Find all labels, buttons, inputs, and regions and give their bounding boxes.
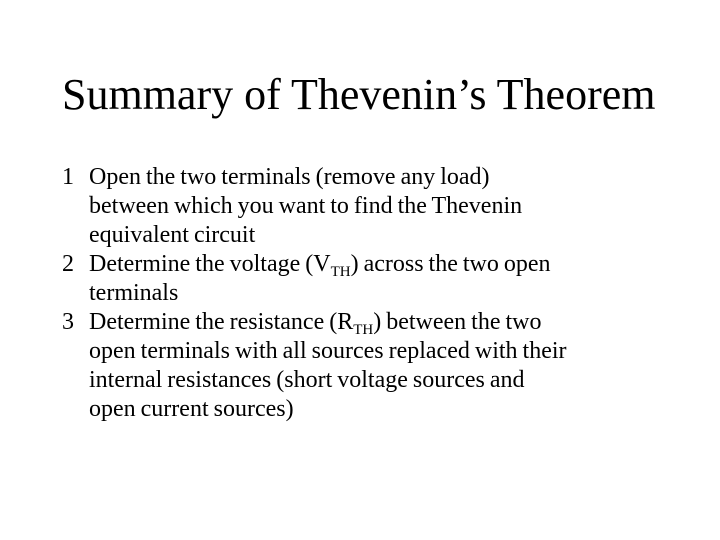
step-number: 1 (62, 164, 74, 190)
step-text-line (89, 308, 702, 337)
step-item (62, 163, 702, 250)
step-text-line (89, 250, 702, 279)
subscript-th: TH (353, 322, 374, 338)
step-text-line: internal resistances (short voltage sources and (89, 367, 525, 393)
step-item (62, 308, 702, 424)
step-text-line: terminals (89, 280, 179, 306)
step-number: 3 (62, 309, 74, 335)
step-text-segment: Determine the resistance (R (89, 309, 354, 335)
step-text-line: equivalent circuit (89, 222, 256, 248)
step-text-line: open terminals with all sources replaced with their (89, 338, 567, 364)
subscript-th: TH (330, 264, 351, 280)
step-text-segment: Determine the voltage (V (89, 251, 331, 277)
step-text-line: Open the two terminals (remove any load) (89, 164, 490, 190)
step-text-line: open current sources) (89, 396, 294, 422)
step-text-segment: ) across the two open (350, 251, 551, 277)
step-text-segment: ) between the two (373, 309, 542, 335)
step-text-line: between which you want to find the Thevenin (89, 193, 523, 219)
step-number: 2 (62, 251, 74, 277)
slide-title: Summary of Thevenin’s Theorem (62, 70, 656, 119)
step-item (62, 250, 702, 308)
steps-list (62, 163, 702, 424)
